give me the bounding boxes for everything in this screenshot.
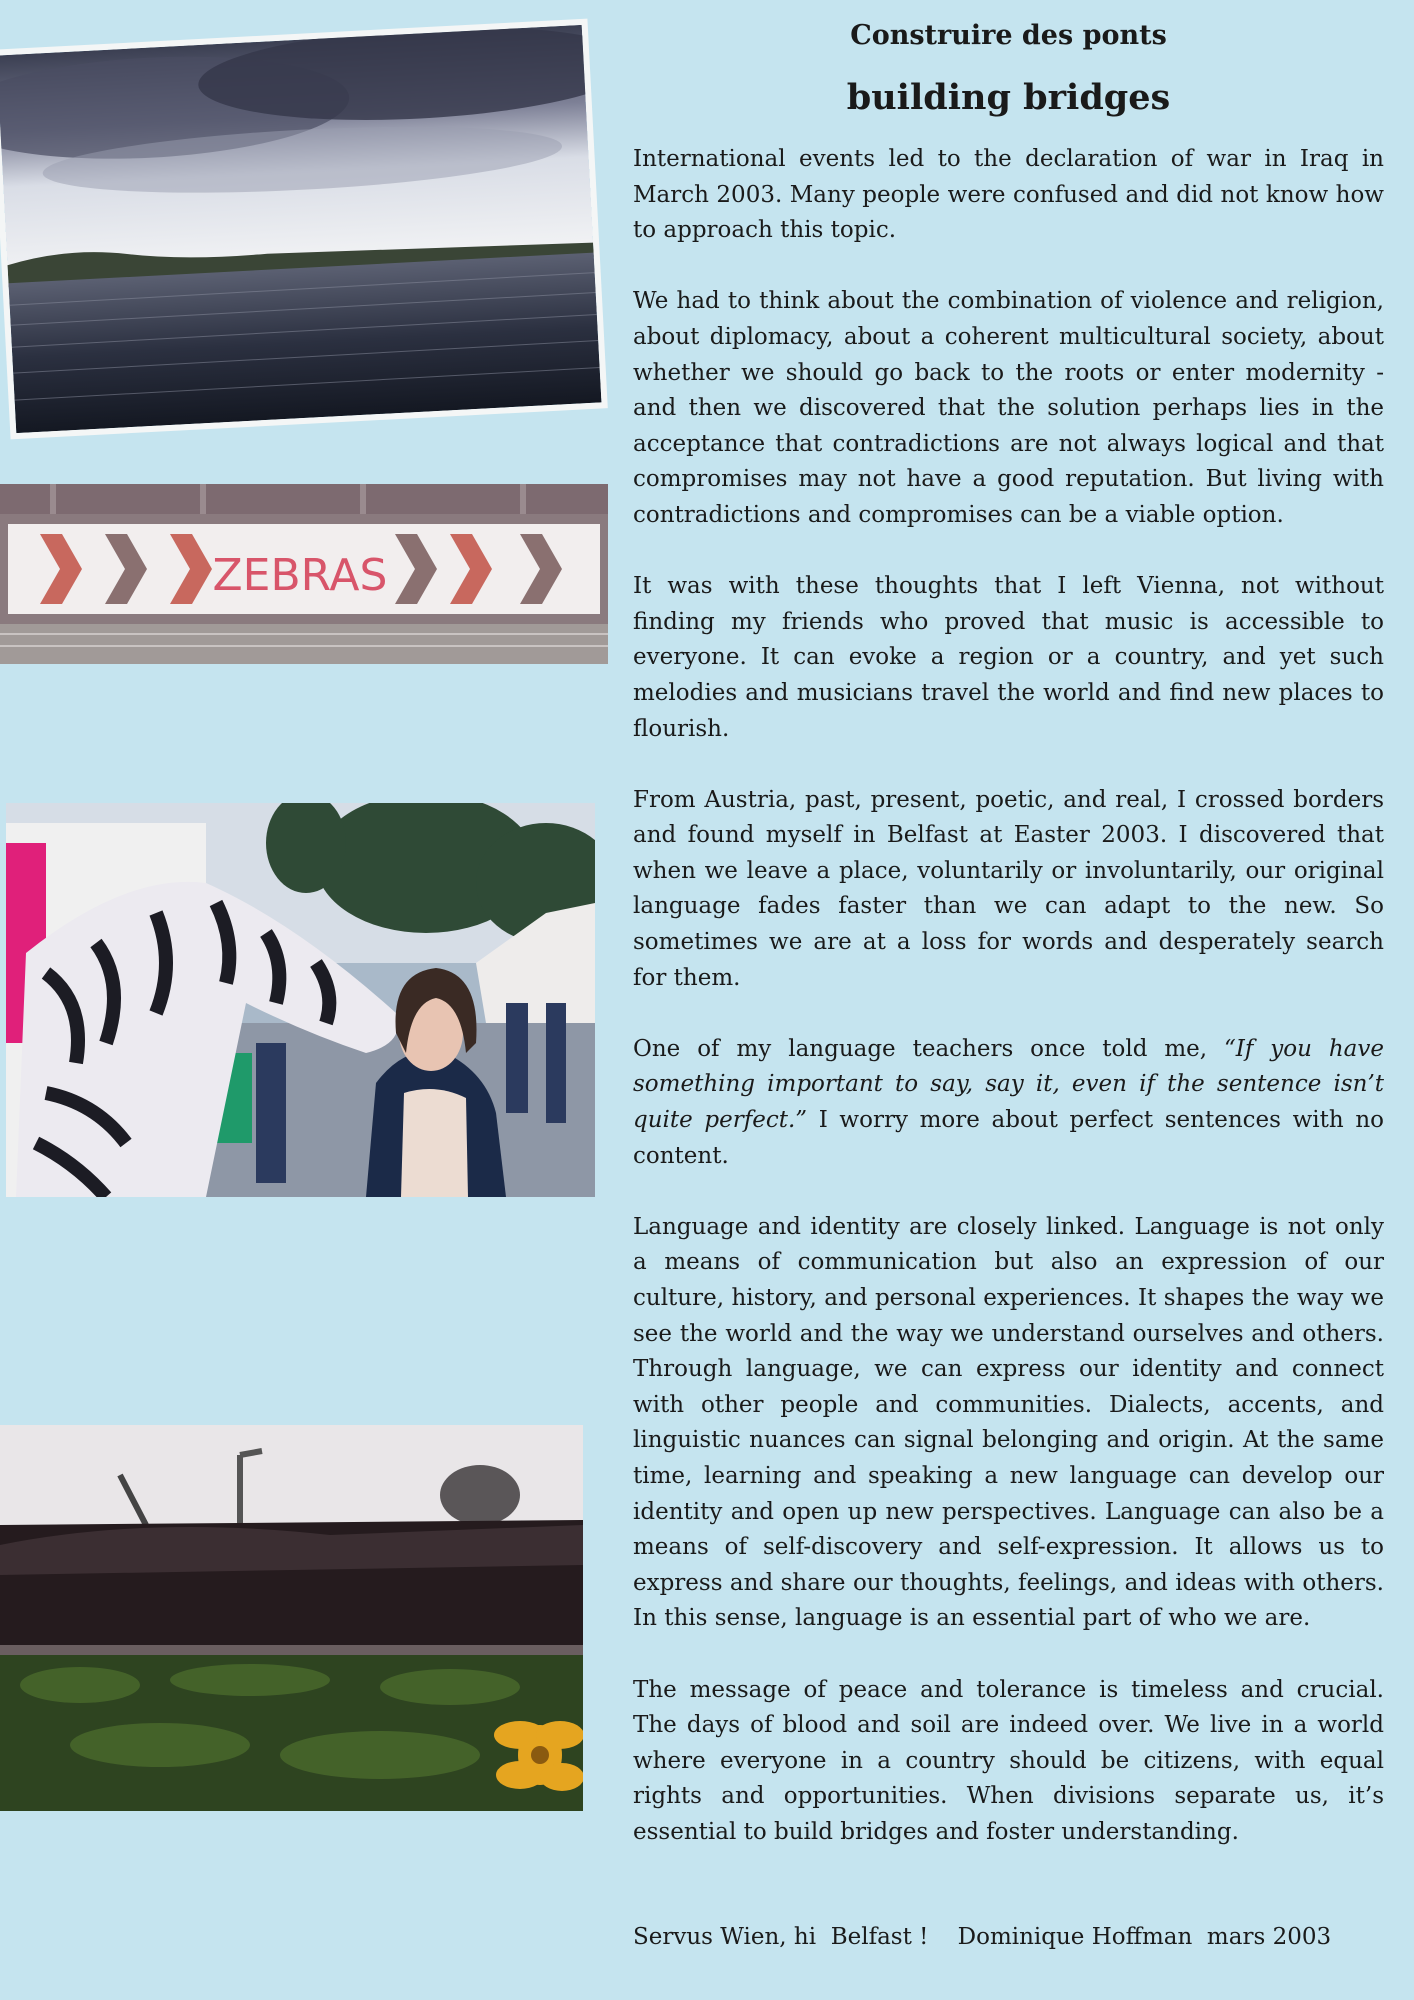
page-title: building bridges xyxy=(846,77,1171,118)
paragraph-4: From Austria, past, present, poetic, and real, I crossed borders and found myself in Belfast at Easter 2003. I discovered that when we leave a place, voluntarily or involuntarily, our original language fades faster than we can adapt to the new. So sometimes we are at a loss for words and desperately search for them. xyxy=(633,786,1384,991)
zebra-sculpture-woman-photo xyxy=(6,803,595,1197)
zebras-sign-text: ZEBRAS xyxy=(212,550,388,601)
paragraph-6: Language and identity are closely linked. Language is not only a means of communication but also an expression of our culture, history, and personal experiences. It shapes the way we see the world and the way we understand ourselves and others. Through language, we can express our identity and connect with other people and communities. Dialects, accents, and linguistic nuances can signal belonging and origin. At the same time, learning and speaking a new language can develop our identity and open up new perspectives. Language can also be a means of self-discovery and self-expression. It allows us to express and share our thoughts, feelings, and ideas with others. In this sense, language is an essential part of who we are. xyxy=(633,1213,1384,1632)
paragraph-2: We had to think about the combination of violence and religion, about diplomacy, about a coherent multicultural society, about whether we should go back to the roots or enter modernity - and then we discovered that the solution perhaps lies in the acceptance that contradictions are not always logical and that compromises may not have a good reputation. But living with contradictions and compromises can be a viable option. xyxy=(633,288,1384,528)
zebras-sign-photo xyxy=(0,484,608,664)
paragraph-5 xyxy=(633,1032,1384,1174)
industrial-skyline-flower-photo xyxy=(0,1425,583,1811)
paragraph-3: It was with these thoughts that I left Vienna, not without finding my friends who proved that music is accessible to everyone. It can evoke a region or a country, and yet such melodies and musicians travel the world and find new places to flourish. xyxy=(633,573,1384,742)
paragraph-5-end: I worry more about perfect sentences with no content. xyxy=(633,1107,1384,1169)
signature-line: Servus Wien, hi Belfast ! Dominique Hoffman mars 2003 xyxy=(633,1924,1332,1950)
article xyxy=(633,18,1384,1886)
paragraph-5-intro: One of my language teachers once told me, xyxy=(633,1035,1225,1062)
teacher-quote: “If you have something important to say, say it, even if the sentence isn’t quite perfect.” xyxy=(633,1035,1385,1134)
stormy-sea-photo xyxy=(0,25,601,433)
page-subtitle: Construire des ponts xyxy=(850,20,1167,51)
paragraph-7: The message of peace and tolerance is timeless and crucial. The days of blood and soil are indeed over. We live in a world where everyone in a country should be citizens, with equal rights and opportunities. When divisions separate us, it’s essential to build bridges and foster understanding. xyxy=(633,1676,1384,1845)
paragraph-1: International events led to the declaration of war in Iraq in March 2003. Many people were confused and did not know how to approach this topic. xyxy=(633,146,1384,244)
